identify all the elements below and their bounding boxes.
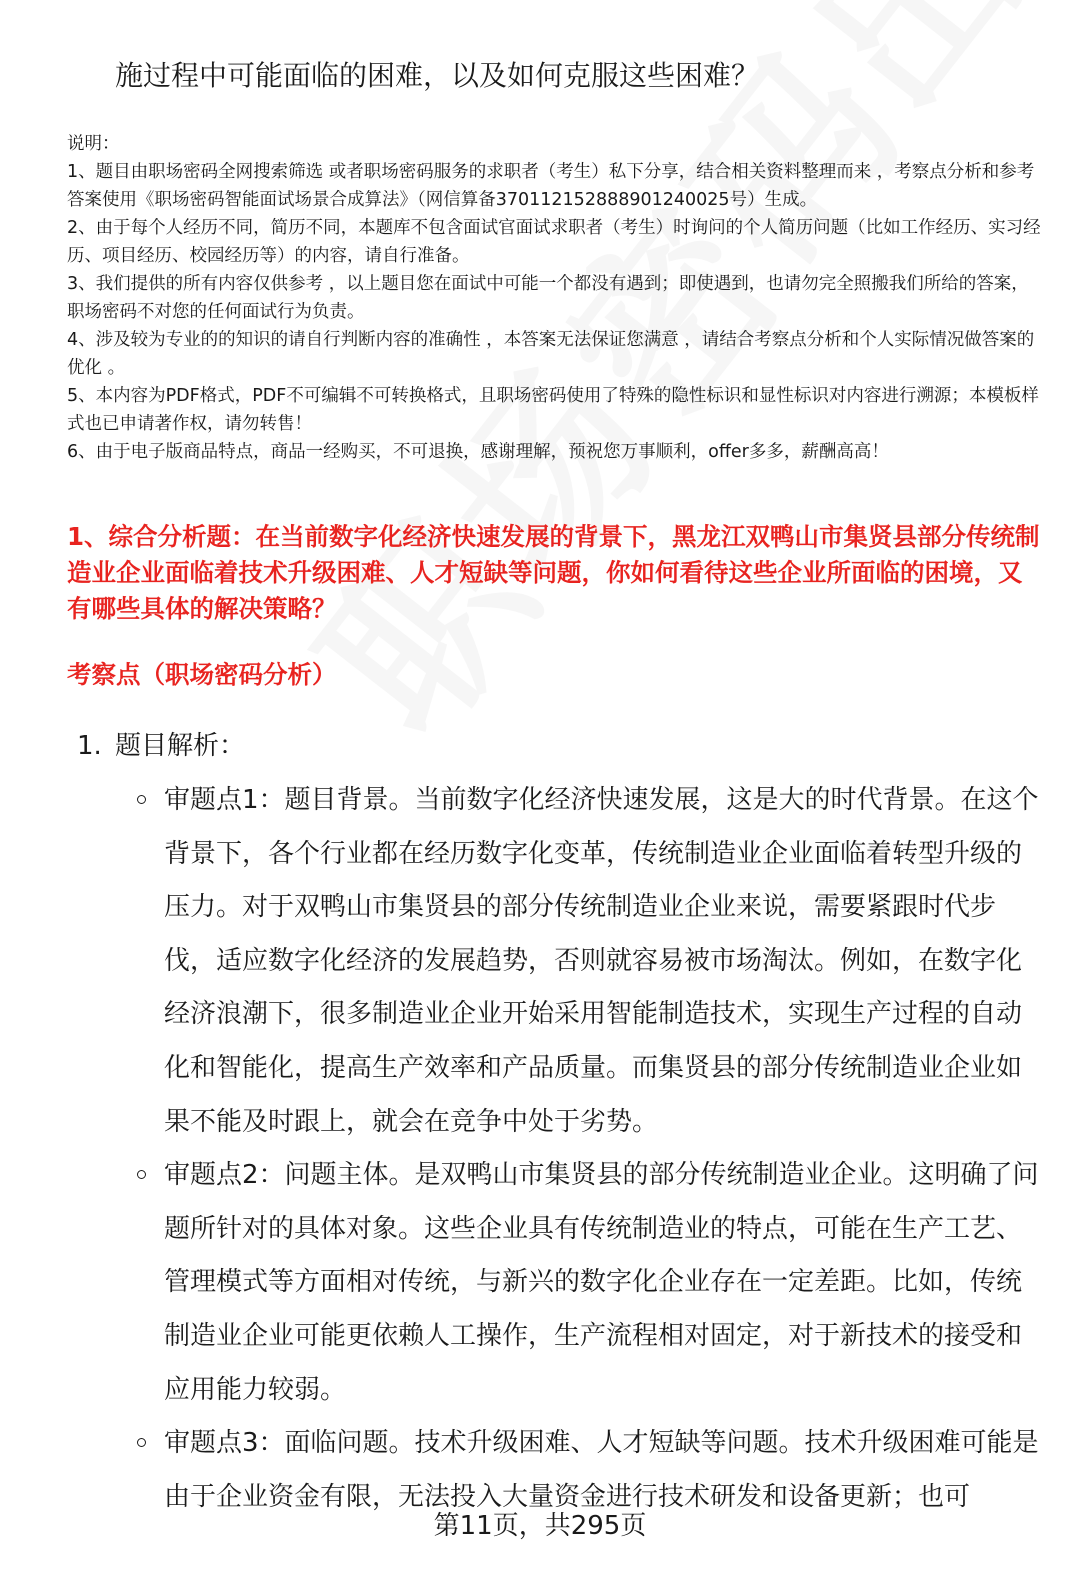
- list-item: [137, 774, 1042, 1149]
- question-title: 1、综合分析题：在当前数字化经济快速发展的背景下，黑龙江双鸭山市集贤县部分传统制造业企业面临着技术升级困难、人才短缺等问题，你如何看待这些企业所面临的困境，又有哪些具体的解决策略？: [67, 522, 1040, 623]
- note-item: 5、本内容为PDF格式，PDF不可编辑不可转换格式，且职场密码使用了特殊的隐性标识和显性标识对内容进行溯源；本模板样式也已申请著作权，请勿转售！: [67, 386, 1039, 434]
- notes-heading: 说明：: [67, 134, 120, 154]
- analysis-label: 题目解析：: [115, 731, 246, 761]
- list-item-text: 审题点1：题目背景。当前数字化经济快速发展，这是大的时代背景。在这个背景下，各个行业都在经历数字化变革，传统制造业企业面临着转型升级的压力。对于双鸭山市集贤县的部分传统制造业企业来说，需要紧跟时代步伐，适应数字化经济的发展趋势，否则就容易被市场淘汰。例如，在数字化经济浪潮下，很多制造业企业开始采用智能制造技术，实现生产过程的自动化和智能化，提高生产效率和产品质量。而集贤县的部分传统制造业企业如果不能及时跟上，就会在竞争中处于劣势。: [164, 785, 1039, 1137]
- page-number-footer: 第11页，共295页: [433, 1511, 647, 1541]
- notes-block: [67, 130, 1045, 466]
- circle-bullet-icon: [137, 1170, 146, 1179]
- note-item: 1、题目由职场密码全网搜索筛选 或者职场密码服务的求职者（考生）私下分享，结合相关资料整理而来 ，考察点分析和参考答案使用《职场密码智能面试场景合成算法》（网信算备370112152888901240025号）生成。: [67, 162, 1035, 210]
- note-item: 2、由于每个人经历不同，简历不同，本题库不包含面试官面试求职者（考生）时询问的个人简历问题（比如工作经历、实习经历、项目经历、校园经历等）的内容，请自行准备。: [67, 218, 1041, 266]
- analysis-heading: [77, 726, 245, 766]
- list-number: 1.: [77, 731, 102, 761]
- previous-question-tail: 施过程中可能面临的困难，以及如何克服这些困难？: [115, 59, 760, 92]
- circle-bullet-icon: [137, 795, 146, 804]
- list-item: [137, 1149, 1042, 1417]
- note-item: 6、由于电子版商品特点，商品一经购买，不可退换，感谢理解，预祝您万事顺利，offer多多，薪酬高高！: [67, 442, 889, 462]
- note-item: 3、我们提供的所有内容仅供参考 ，以上题目您在面试中可能一个都没有遇到；即使遇到，也请勿完全照搬我们所给的答案，职场密码不对您的任何面试行为负责。: [67, 274, 1029, 322]
- list-item-text: 审题点3：面临问题。技术升级困难、人才短缺等问题。技术升级困难可能是由于企业资金有限，无法投入大量资金进行技术研发和设备更新；也可: [164, 1428, 1039, 1512]
- section-title: 考察点（职场密码分析）: [67, 660, 337, 689]
- circle-bullet-icon: [137, 1438, 146, 1447]
- analysis-points: [137, 774, 1042, 1524]
- note-item: 4、涉及较为专业的的知识的请自行判断内容的准确性 ，本答案无法保证您满意 ，请结合考察点分析和个人实际情况做答案的优化 。: [67, 330, 1035, 378]
- list-item-text: 审题点2：问题主体。是双鸭山市集贤县的部分传统制造业企业。这明确了问题所针对的具体对象。这些企业具有传统制造业的特点，可能在生产工艺、管理模式等方面相对传统，与新兴的数字化企业存在一定差距。比如，传统制造业企业可能更依赖人工操作，生产流程相对固定，对于新技术的接受和应用能力较弱。: [164, 1160, 1039, 1405]
